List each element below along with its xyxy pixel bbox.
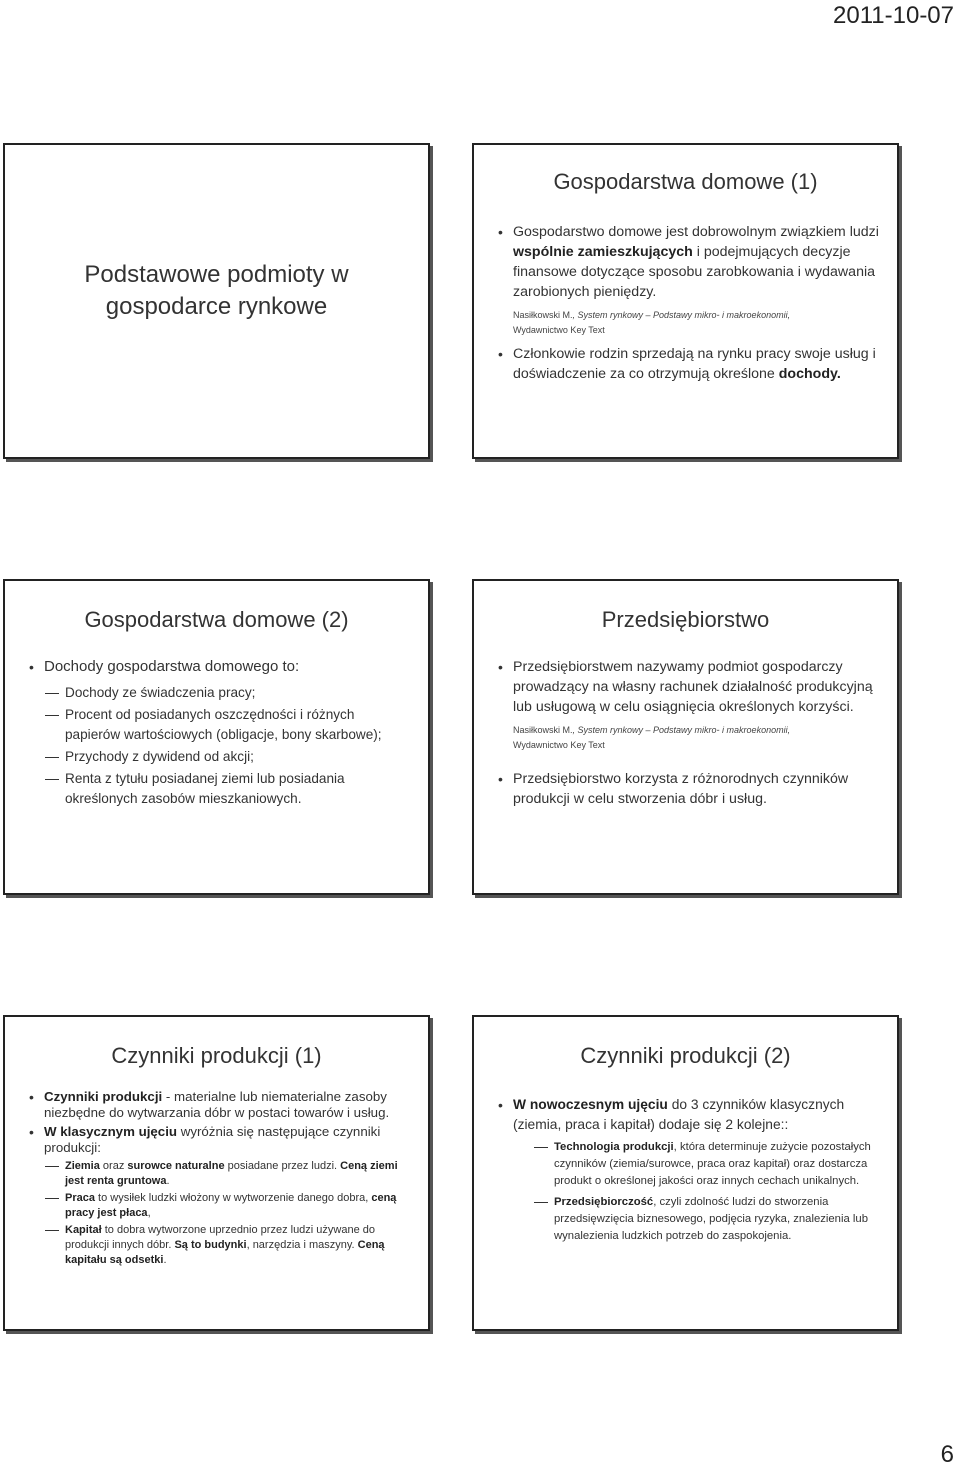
bullet: • Przedsiębiorstwo korzysta z różnorodnych czynników produkcji w celu stworzenia dóbr i usług.: [494, 769, 881, 809]
slide-title: Czynniki produkcji (2): [580, 1043, 791, 1068]
slide-1: [3, 143, 430, 459]
slide-3: [3, 579, 430, 895]
sub-bullet: Ziemia oraz surowce naturalne posiadane przez ludzi. Ceną ziemi jest renta gruntowa.: [25, 1159, 412, 1189]
sub-bullet: Przychody z dywidend od akcji;: [25, 747, 412, 767]
slide-2: [472, 143, 899, 459]
bullet: • W nowoczesnym ujęciu do 3 czynników klasycznych (ziemia, praca i kapitał) dodaje się 2 kolejne::: [494, 1095, 881, 1135]
slide-title: Gospodarstwa domowe (1): [553, 169, 818, 194]
slide-body: [494, 222, 881, 390]
citation: Nasiłkowski M., System rynkowy – Podstawy mikro- i makroekonomii, Wydawnictwo Key Text: [513, 310, 791, 335]
bullet: • Przedsiębiorstwem nazywamy podmiot gospodarczy prowadzący na własny rachunek działalność produkcyjną lub usługową w celu osiągnięcia określonych korzyści.: [494, 657, 881, 717]
slide-body: [25, 657, 412, 811]
sub-bullet: Technologia produkcji, która determinuje zużycie pozostałych czynników (ziemia/surowce, praca oraz kapitał) oraz dostarcza produkt o określonej jakości oraz innych cechach unikalnych.: [494, 1139, 881, 1190]
slide-body: [494, 1095, 881, 1249]
sub-bullet: Procent od posiadanych oszczędności i różnych papierów wartościowych (obligacje, bony skarbowe);: [25, 705, 412, 745]
bullet: • Członkowie rodzin sprzedają na rynku pracy swoje usług i doświadczenie za co otrzymują określone dochody.: [494, 344, 881, 384]
sub-bullet: Renta z tytułu posiadanej ziemi lub posiadania określonych zasobów mieszkaniowych.: [25, 769, 412, 809]
bullet: • W klasycznym ujęciu wyróżnia się następujące czynniki produkcji:: [25, 1124, 412, 1156]
bullet: • Gospodarstwo domowe jest dobrowolnym związkiem ludzi wspólnie zamieszkujących i podejmujących decyzje finansowe dotyczące sposobu zarobkowania i wydawania zarobionych pieniędzy.: [494, 222, 881, 302]
slide-6: [472, 1015, 899, 1331]
sub-bullet: Dochody ze świadczenia pracy;: [25, 683, 412, 703]
page-date: 2011-10-07: [833, 2, 954, 29]
sub-bullet: Przedsiębiorczość, czyli zdolność ludzi do stworzenia przedsięwzięcia biznesowego, podjęcia ryzyka, znalezienia lub wynalezienia ludzkich potrzeb do zaspokojenia.: [494, 1194, 881, 1245]
slide-title: Gospodarstwa domowe (2): [84, 607, 349, 632]
slide-body: [494, 657, 881, 815]
slide-title: [84, 259, 348, 323]
slide-title: Czynniki produkcji (1): [111, 1043, 322, 1068]
title-line: gospodarce rynkowe: [105, 293, 328, 320]
sub-bullet: Praca to wysiłek ludzki włożony w wytworzenie danego dobra, ceną pracy jest płaca,: [25, 1191, 412, 1221]
slide-4: [472, 579, 899, 895]
page-number: 6: [940, 1441, 954, 1468]
sub-bullet: Kapitał to dobra wytworzone uprzednio przez ludzi używane do produkcji innych dóbr. Są to budynki, narzędzia i maszyny. Ceną kapitału są odsetki.: [25, 1223, 412, 1268]
bullet: • Czynniki produkcji - materialne lub niematerialne zasoby niezbędne do wytwarzania dóbr w postaci towarów i usług.: [25, 1089, 412, 1121]
slide-5: [3, 1015, 430, 1331]
slide-title: Przedsiębiorstwo: [601, 607, 770, 632]
bullet: • Dochody gospodarstwa domowego to:: [25, 657, 412, 677]
slide-body: [25, 1089, 412, 1270]
title-line: Podstawowe podmioty w: [84, 261, 349, 288]
citation: Nasiłkowski M., System rynkowy – Podstawy mikro- i makroekonomii, Wydawnictwo Key Text: [513, 725, 791, 750]
